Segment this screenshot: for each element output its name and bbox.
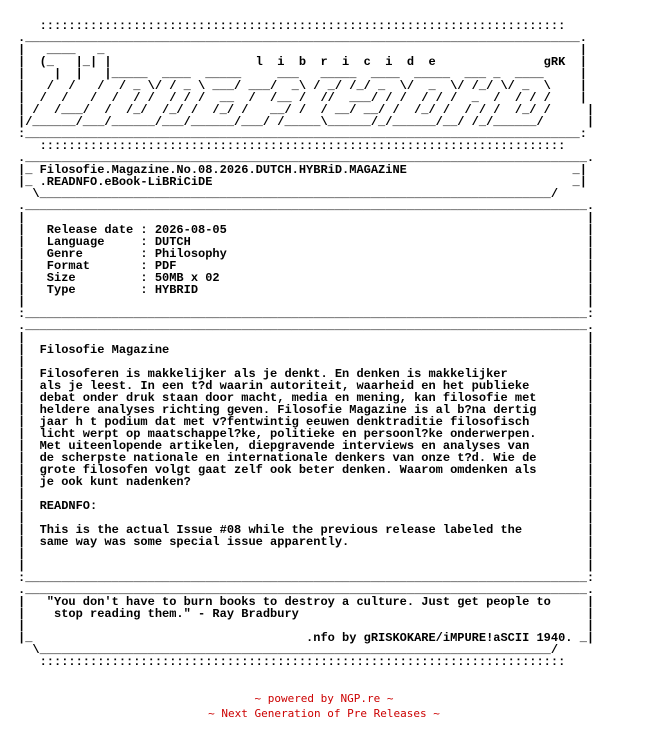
nfo-line: | grote filosofen volgt gaat zelf ook beter denken. Waarom omdenken als | [18, 463, 595, 477]
nfo-line: |/______/___/______/___/______/___/ /_____\______/_/______/__/ /_/______/ | [18, 115, 595, 129]
nfo-line: \_______________________________________________________________________/ [18, 187, 559, 201]
nfo-line: ::::::::::::::::::::::::::::::::::::::::::::::::::::::::::::::::::::::::: [18, 655, 566, 669]
nfo-line: .______________________________________________________________________________. [18, 583, 595, 597]
nfo-line: .______________________________________________________________________________. [18, 151, 595, 165]
nfo-line: | debat onder druk staan door macht, media en mening, kan filosofie met | [18, 391, 595, 405]
nfo-line: | | [18, 295, 595, 309]
nfo-line: | jaar h t podium dat met v?fentwintig eeuwen denktraditie filosofisch | [18, 415, 595, 429]
nfo-line: | | [18, 511, 595, 525]
nfo-line: | Release date : 2026-08-05 | [18, 223, 595, 237]
nfo-line: | de scherpste nationale en internationale denkers van onze t?d. Wie de | [18, 451, 595, 465]
nfo-line: | | [18, 559, 595, 573]
nfo-line: |_ .nfo by gRISKOKARE/iMPURE!aSCII 1940. _| [18, 631, 595, 645]
nfo-line: | Filosoferen is makkelijker als je denkt. En denken is makkelijker | [18, 367, 595, 381]
powered-by-link[interactable]: ~ powered by NGP.re ~ [254, 692, 394, 705]
nfo-line: | / / / / _ \/ / _ \ ___/ ___/ _\ / _/ /_/ _ \/ _ \/ /_/ \/ _ \ | [18, 79, 587, 93]
nfo-line: | Genre : Philosophy | [18, 247, 595, 261]
site-footer [0, 691, 648, 721]
nfo-line: | / /___/ / /_/ /_/ / /_/ / __/ / / __/ __/ / /_/ / / / / /_/ / | [18, 103, 595, 117]
nfo-line: | Size : 50MB x 02 | [18, 271, 595, 285]
nfo-line: | "You don't have to burn books to destroy a culture. Just get people to | [18, 595, 595, 609]
nfo-line: :______________________________________________________________________________: [18, 307, 595, 321]
nfo-line: :_____________________________________________________________________________: [18, 127, 587, 141]
nfo-line: | | [18, 487, 595, 501]
nfo-line: ::::::::::::::::::::::::::::::::::::::::::::::::::::::::::::::::::::::::: [18, 19, 566, 33]
nfo-line: | stop reading them." - Ray Bradbury | [18, 607, 595, 621]
nfo-line: | same way was some special issue apparently. | [18, 535, 595, 549]
nfo-line: |_ .READNFO.eBook-LiBRiCiDE _| [18, 175, 587, 189]
nfo-line: | | [18, 355, 595, 369]
nfo-line: | Type : HYBRID | [18, 283, 595, 297]
nfo-line: | (_ |_| | l i b r i c i d e gRK | [18, 55, 587, 69]
nfo-line: |_ Filosofie.Magazine.No.08.2026.DUTCH.HYBRiD.MAGAZiNE _| [18, 163, 587, 177]
tagline-link[interactable]: ~ Next Generation of Pre Releases ~ [208, 707, 440, 720]
nfo-line: | heldere analyses richting geven. Filosofie Magazine is al b?na dertig | [18, 403, 595, 417]
nfo-line: | licht werpt op maatschappel?ke, politieke en persoonl?ke onderwerpen. | [18, 427, 595, 441]
nfo-line: | | [18, 547, 595, 561]
nfo-line: ::::::::::::::::::::::::::::::::::::::::::::::::::::::::::::::::::::::::: [18, 139, 566, 153]
nfo-line: | als je leest. In een t?d waarin autoriteit, waarheid en het publieke | [18, 379, 595, 393]
nfo-line: | / / / / / / / / / __ / /__ / // ___/ / / / / / _ / / / / | [18, 91, 587, 105]
nfo-line: | | | |_____ ____ _____ ___ _____ ____ _____ ___ _ ____ | [18, 67, 587, 81]
nfo-line: ._____________________________________________________________________________. [18, 31, 587, 45]
nfo-line: | Language : DUTCH | [18, 235, 595, 249]
nfo-line: | This is the actual Issue #08 while the previous release labeled the | [18, 523, 595, 537]
nfo-art-block [18, 20, 648, 668]
nfo-line: .______________________________________________________________________________. [18, 319, 595, 333]
nfo-line: | | [18, 619, 595, 633]
nfo-line: | je ook kunt nadenken? | [18, 475, 595, 489]
nfo-line: | READNFO: | [18, 499, 595, 513]
nfo-line: | | [18, 211, 595, 225]
nfo-line: | Met uiteenlopende artikelen, diepgravende interviews en analyses van | [18, 439, 595, 453]
nfo-line: | Filosofie Magazine | [18, 343, 595, 357]
nfo-line: \_______________________________________________________________________/ [18, 643, 559, 657]
nfo-line: :______________________________________________________________________________: [18, 571, 595, 585]
nfo-line: | | [18, 331, 595, 345]
nfo-line: | Format : PDF | [18, 259, 595, 273]
nfo-line: | ____ _ | [18, 43, 587, 57]
nfo-line: .______________________________________________________________________________. [18, 199, 595, 213]
